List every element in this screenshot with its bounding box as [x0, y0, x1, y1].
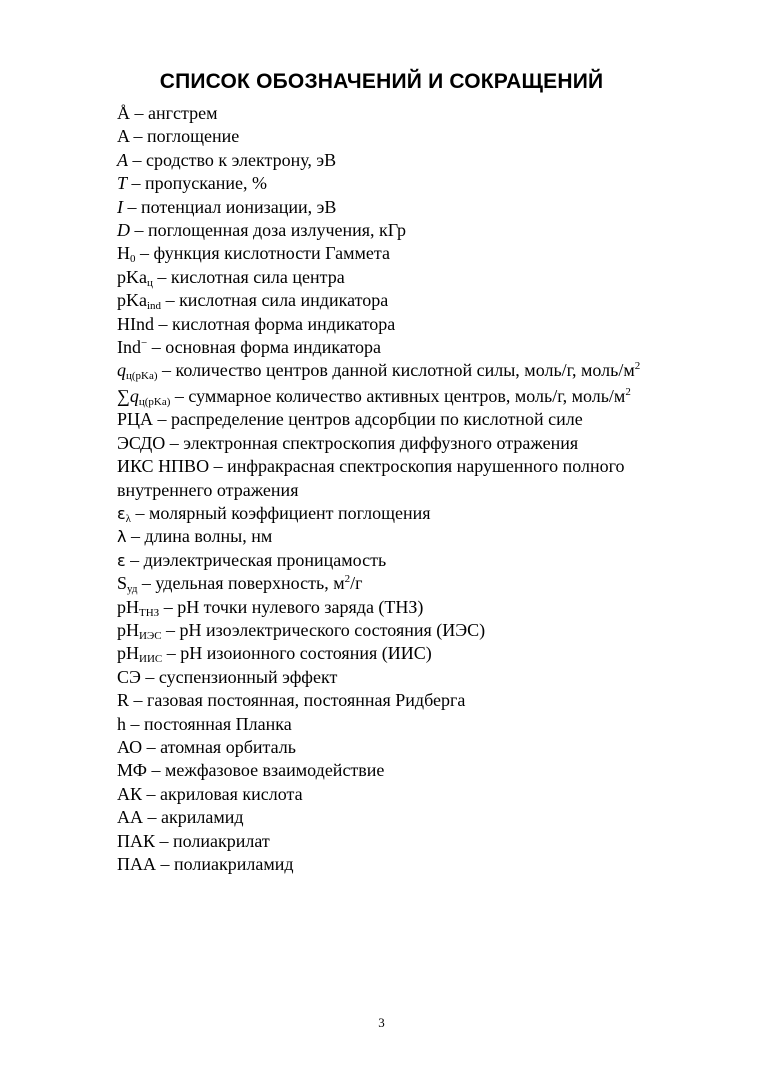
list-item	[117, 266, 657, 289]
list-item	[117, 289, 657, 312]
entry-description: – пропускание, %	[127, 173, 267, 194]
entry-subscript: λ	[125, 512, 131, 525]
entry-description: – функция кислотности Гаммета	[135, 243, 390, 264]
list-item	[117, 713, 657, 736]
entry-description: – количество центров данной кислотной силы, моль/г, моль/м	[157, 360, 635, 381]
list-item	[117, 806, 657, 829]
entry-description: – pH изоионного состояния (ИИС)	[162, 643, 432, 664]
list-item	[117, 853, 657, 876]
list-item	[117, 125, 657, 148]
entry-symbol: q	[129, 385, 139, 406]
list-item	[117, 525, 657, 548]
entry-description: – полиакрилат	[155, 830, 270, 851]
list-item	[117, 359, 657, 382]
sum-symbol: ∑	[117, 385, 130, 406]
entry-superscript: −	[141, 337, 148, 350]
entry-subscript: ц(pKa)	[138, 395, 171, 408]
list-item	[117, 830, 657, 853]
entry-superscript: 2	[625, 385, 631, 398]
list-item	[117, 689, 657, 712]
entry-description: – акриловая кислота	[142, 783, 303, 804]
entry-subscript: 0	[130, 253, 136, 266]
entry-symbol: Å	[117, 103, 130, 123]
entry-symbol: ПАК	[117, 830, 156, 851]
entry-symbol: ИКС НПВО	[117, 456, 210, 477]
entry-description: – pH изоэлектрического состояния (ИЭС)	[161, 619, 486, 640]
entry-symbol: РЦА	[117, 409, 154, 430]
list-item	[117, 102, 657, 125]
entry-description: – суммарное количество активных центров, моль/г, моль/м	[170, 385, 626, 406]
entry-symbol: λ	[117, 527, 127, 547]
entry-description: – поглощенная доза излучения, кГр	[130, 220, 407, 241]
entry-superscript: 2	[634, 360, 641, 373]
entry-subscript: ц(pKa)	[126, 370, 158, 383]
entry-symbol: HInd	[117, 313, 154, 334]
entry-subscript: ИЭС	[139, 629, 162, 642]
list-item	[117, 619, 657, 642]
entry-description: – поглощение	[129, 126, 240, 147]
entry-subscript: уд	[127, 583, 138, 596]
entry-description: – газовая постоянная, постоянная Ридберга	[129, 690, 466, 711]
entry-symbol: A	[117, 126, 130, 147]
entry-symbol: pH	[117, 643, 139, 664]
list-item	[117, 783, 657, 806]
entry-symbol: АО	[117, 736, 143, 757]
list-item	[117, 736, 657, 759]
entry-description: – pH точки нулевого заряда (ТНЗ)	[159, 596, 424, 617]
list-item	[117, 149, 657, 172]
list-item	[117, 408, 657, 431]
entry-symbol: pKa	[117, 266, 147, 287]
entry-description: – инфракрасная спектроскопия нарушенного полного внутреннего отражения	[117, 456, 625, 500]
entry-subscript: ц	[147, 276, 153, 289]
list-item	[117, 572, 657, 595]
entry-description: – ангстрем	[130, 103, 218, 123]
abbreviation-list	[117, 102, 657, 876]
entry-description: – постоянная Планка	[126, 713, 292, 734]
list-item	[117, 432, 657, 455]
entry-description-tail: /г	[350, 573, 363, 594]
entry-description: – полиакриламид	[156, 854, 294, 874]
entry-symbol: pH	[117, 596, 139, 617]
list-item	[117, 196, 657, 219]
entry-symbol: H	[117, 243, 130, 264]
list-item	[117, 219, 657, 242]
entry-description: – кислотная сила индикатора	[161, 290, 389, 311]
entry-symbol: R	[117, 690, 130, 711]
entry-description: – межфазовое взаимодействие	[147, 760, 385, 781]
entry-symbol: МФ	[117, 760, 147, 781]
list-item	[117, 385, 657, 408]
list-item	[117, 642, 657, 665]
entry-description: – основная форма индикатора	[147, 337, 382, 358]
entry-description: – суспензионный эффект	[140, 666, 338, 687]
list-item	[117, 596, 657, 619]
list-item	[117, 172, 657, 195]
list-item	[117, 759, 657, 782]
list-item	[117, 666, 657, 689]
entry-symbol: pKa	[117, 290, 147, 311]
entry-symbol: I	[117, 196, 123, 217]
entry-description: – потенциал ионизации, эВ	[123, 196, 337, 217]
entry-description: – диэлектрическая проницамость	[125, 549, 387, 570]
list-item	[117, 313, 657, 336]
entry-symbol: Ind	[117, 337, 141, 358]
entry-symbol: pH	[117, 619, 139, 640]
entry-symbol: СЭ	[117, 666, 141, 687]
entry-symbol: АК	[117, 783, 143, 804]
entry-symbol: ЭСДО	[117, 432, 166, 453]
entry-symbol: ε	[117, 503, 126, 523]
entry-symbol: T	[117, 173, 128, 194]
entry-symbol: h	[117, 713, 126, 734]
entry-description: – электронная спектроскопия диффузного отражения	[165, 432, 579, 453]
entry-symbol: ПАА	[117, 854, 156, 874]
entry-symbol: S	[117, 573, 128, 594]
list-item	[117, 502, 657, 525]
entry-symbol: АА	[117, 807, 143, 828]
entry-symbol: A	[117, 149, 128, 170]
entry-symbol: q	[117, 360, 126, 381]
page-number: 3	[378, 1015, 385, 1030]
entry-description: – сродство к электрону, эВ	[128, 149, 337, 170]
entry-symbol: ε	[117, 550, 126, 570]
list-item	[117, 549, 657, 572]
entry-subscript: ind	[147, 300, 162, 313]
entry-description: – длина волны, нм	[126, 526, 273, 547]
entry-subscript: ИИС	[139, 653, 163, 666]
entry-description: – акриламид	[143, 807, 244, 828]
entry-description: – удельная поверхность, м	[137, 573, 345, 594]
entry-description: – молярный коэффициент поглощения	[131, 502, 431, 523]
entry-description: – кислотная форма индикатора	[154, 313, 396, 334]
list-item	[117, 242, 657, 265]
list-item	[117, 336, 657, 359]
entry-description: – кислотная сила центра	[152, 266, 345, 287]
entry-subscript: ТНЗ	[139, 606, 160, 619]
page-title: СПИСОК ОБОЗНАЧЕНИЙ И СОКРАЩЕНИЙ	[159, 70, 604, 93]
entry-description: – атомная орбиталь	[142, 736, 296, 757]
entry-symbol: D	[117, 220, 130, 241]
list-item	[117, 455, 657, 502]
entry-description: – распределение центров адсорбции по кислотной силе	[153, 409, 583, 430]
entry-superscript: 2	[344, 573, 351, 586]
